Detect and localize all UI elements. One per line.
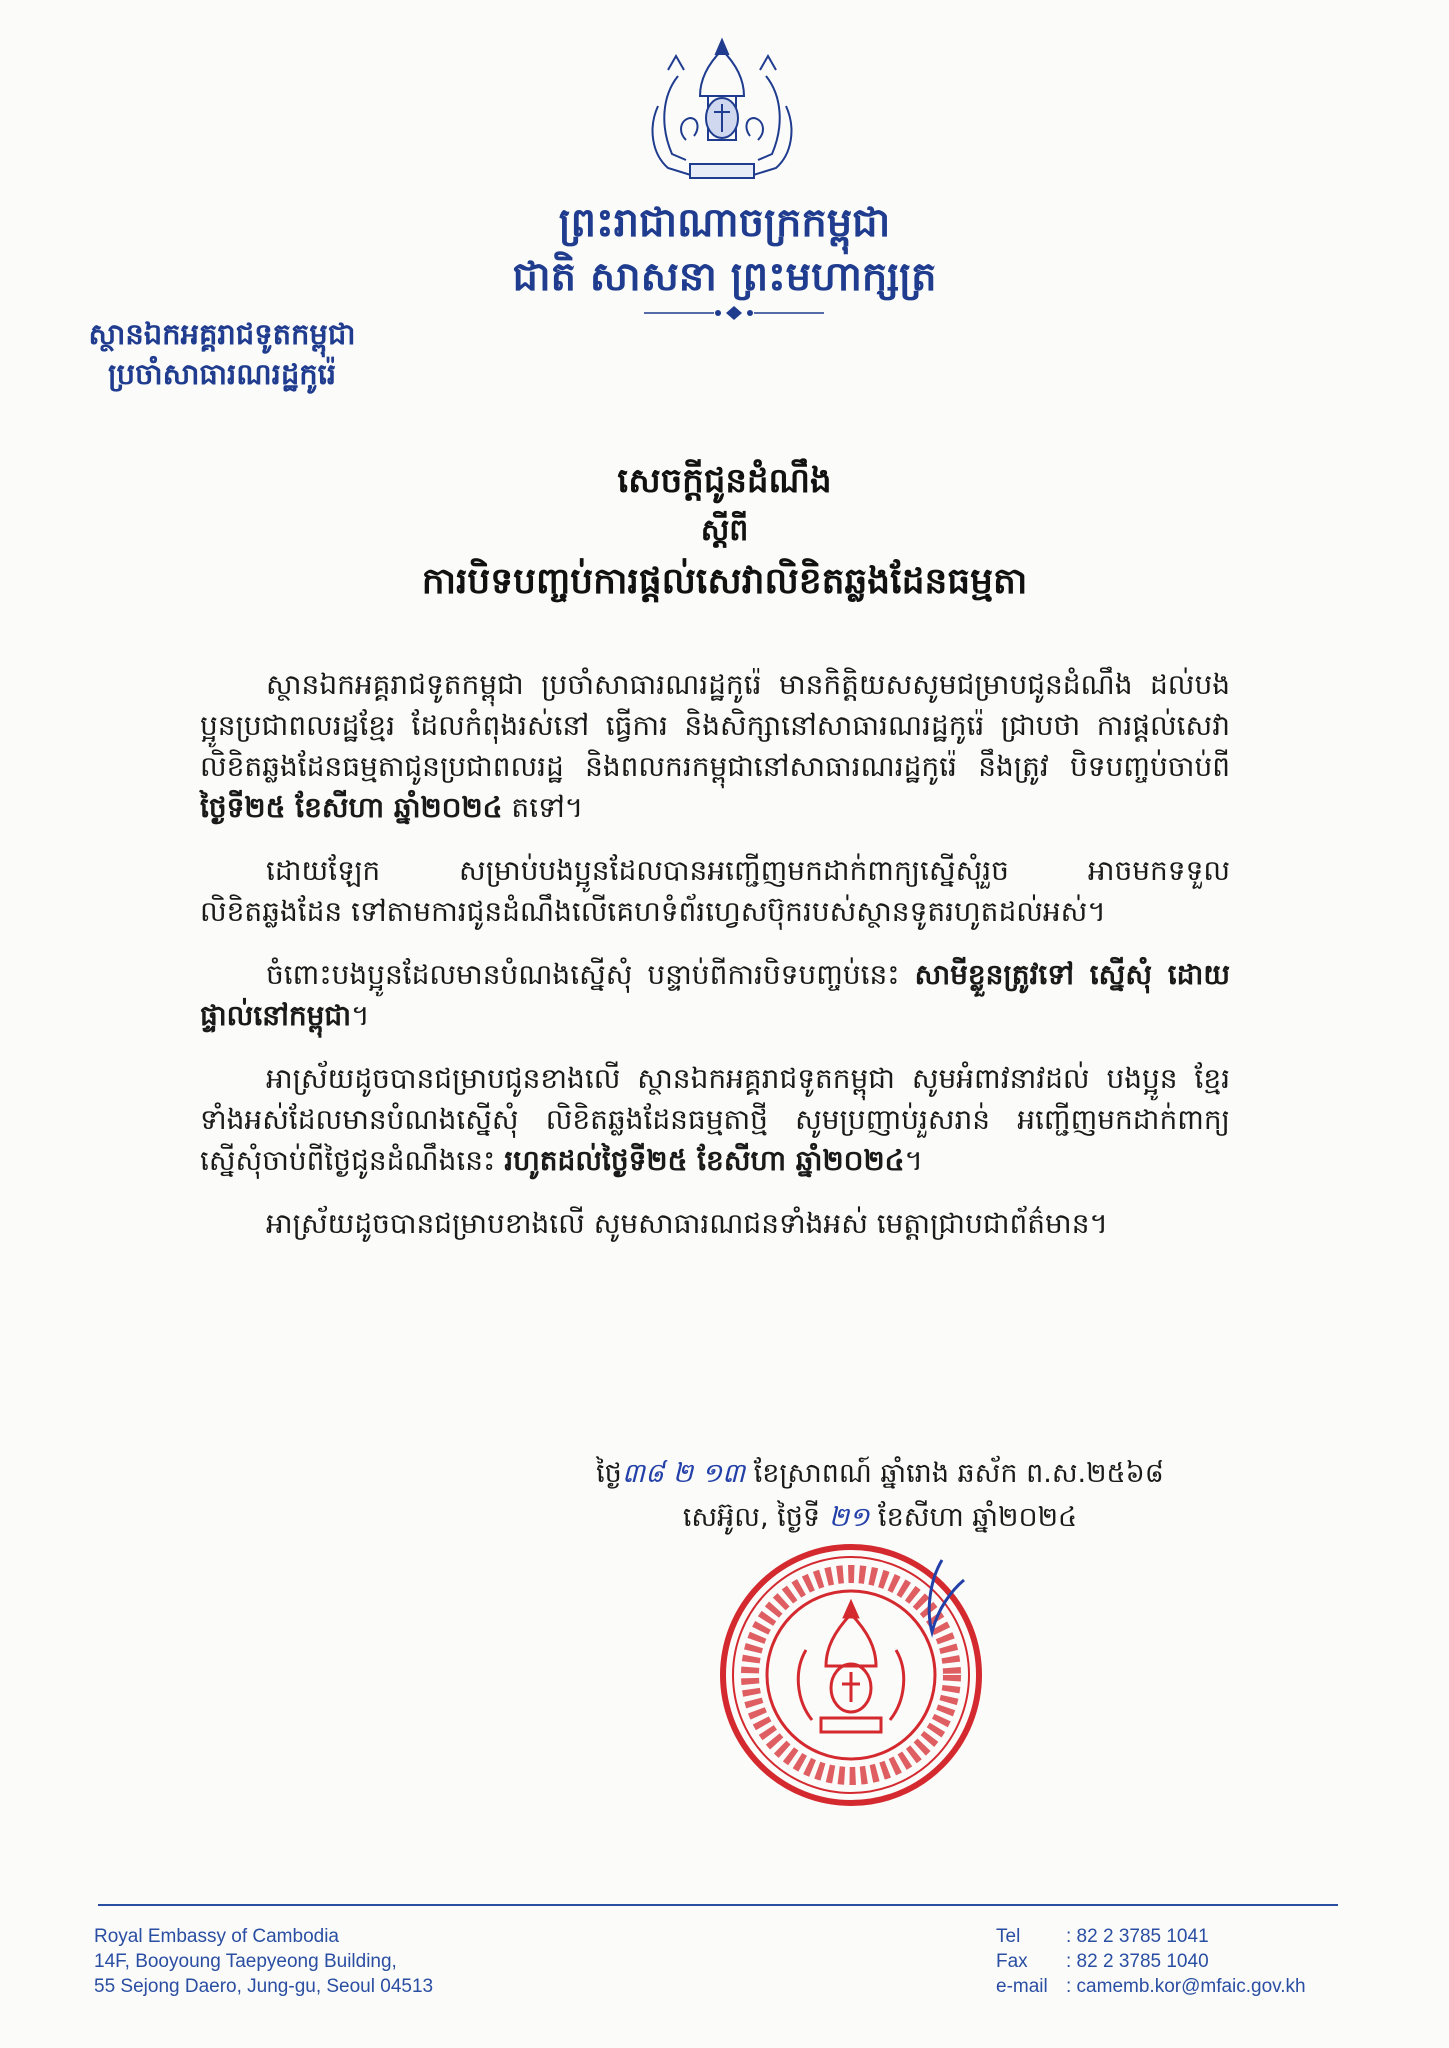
embassy-location: ប្រចាំសាធារណរដ្ឋកូរ៉េ xyxy=(107,357,337,391)
footer-address xyxy=(94,1924,433,1999)
footer-email xyxy=(996,1974,1306,1999)
paragraph-5-text: អាស្រ័យដូចបានជម្រាបខាងលើ សូមសាធារណជនទាំងអស់ មេត្តាជ្រាបជាព័ត៌មាន។ xyxy=(266,1207,1108,1240)
notice-body xyxy=(200,664,1230,1266)
date-block xyxy=(500,1452,1260,1540)
kingdom-heading xyxy=(0,196,1449,304)
notice-title-line1: សេចក្តីជូនដំណឹង xyxy=(617,461,832,501)
official-seal-icon xyxy=(716,1540,986,1810)
footer-street: 55 Sejong Daero, Jung-gu, Seoul 04513 xyxy=(94,1976,434,1997)
royal-arms-emblem-icon xyxy=(638,36,806,186)
kingdom-motto: ជាតិ សាសនា ព្រះមហាក្សត្រ xyxy=(512,254,937,300)
kingdom-name: ព្រះរាជាណាចក្រកម្ពុជា xyxy=(558,200,891,246)
email-label: e-mail xyxy=(996,1976,1048,1997)
paragraph-4 xyxy=(200,1058,1230,1181)
paragraph-3-bold: សាមីខ្លួនត្រូវទៅ ស្នើសុំ ដោយផ្ទាល់នៅកម្ពុជា xyxy=(200,958,1230,1032)
paragraph-1 xyxy=(200,664,1230,828)
lunar-date xyxy=(500,1452,1260,1496)
tel-label: Tel xyxy=(996,1926,1021,1947)
paragraph-4-end: ។ xyxy=(904,1144,923,1177)
paragraph-5 xyxy=(200,1203,1230,1244)
paragraph-2 xyxy=(200,850,1230,932)
paragraph-4-date: រហូតដល់ថ្ងៃទី២៥ ខែសីហា ឆ្នាំ២០២៤ xyxy=(504,1144,905,1177)
paragraph-3-text: ចំពោះបងប្អូនដែលមានបំណងស្នើសុំ បន្ទាប់ពីការបិទបញ្ចប់នេះ xyxy=(266,958,915,991)
fax-value: : 82 2 3785 1040 xyxy=(1066,1951,1209,1972)
solar-date-prefix: សេអ៊ូល, ថ្ងៃទី xyxy=(682,1502,829,1533)
solar-date xyxy=(500,1496,1260,1540)
notice-title-line2: ស្តីពី xyxy=(700,513,749,548)
footer-tel xyxy=(996,1924,1306,1949)
email-value: : camemb.kor@mfaic.gov.kh xyxy=(1066,1976,1306,1997)
embassy-heading xyxy=(52,314,392,394)
footer-contact xyxy=(996,1924,1306,1999)
fax-label: Fax xyxy=(996,1951,1028,1972)
footer-building: 14F, Booyoung Taepyeong Building, xyxy=(94,1951,397,1972)
lunar-date-prefix: ថ្ងៃ xyxy=(596,1458,622,1489)
footer-divider xyxy=(98,1904,1338,1906)
notice-subject: ការបិទបញ្ចប់ការផ្តល់សេវាលិខិតឆ្លងដែនធម្មតា xyxy=(421,561,1028,602)
footer-embassy-name: Royal Embassy of Cambodia xyxy=(94,1926,339,1947)
solar-date-handwritten: ២១ xyxy=(828,1502,870,1533)
divider-ornament-icon xyxy=(644,304,824,322)
paragraph-3-end: ។ xyxy=(351,999,370,1032)
paragraph-4-text: អាស្រ័យដូចបានជម្រាបជូនខាងលើ ស្ថានឯកអគ្គរាជទូតកម្ពុជា សូមអំពាវនាវដល់ បងប្អូន ខ្មែរទាំងអស់ដែលមានបំណងស្នើសុំ លិខិតឆ្លងដែនធម្មតាថ្មី សូមប្រញាប់រួសរាន់ អញ្ជើញមកដាក់ពាក្យស្នើសុំចាប់ពីថ្ងៃជូនដំណឹងនេះ xyxy=(200,1062,1230,1177)
lunar-date-handwritten: ៣៨ ២ ១៣ xyxy=(621,1458,746,1489)
lunar-date-suffix: ខែស្រាពណ៍ ឆ្នាំរោង ឆស័ក ព.ស.២៥៦៨ xyxy=(745,1458,1164,1489)
embassy-name: ស្ថានឯកអគ្គរាជទូតកម្ពុជា xyxy=(88,317,356,351)
tel-value: : 82 2 3785 1041 xyxy=(1066,1926,1209,1947)
paragraph-1-text: ស្ថានឯកអគ្គរាជទូតកម្ពុជា ប្រចាំសាធារណរដ្ឋកូរ៉េ មានកិត្តិយសសូមជម្រាបជូនដំណឹង ដល់បងប្អូនប្រជាពលរដ្ឋខ្មែរ ដែលកំពុងរស់នៅ ធ្វើការ និងសិក្សានៅសាធារណរដ្ឋកូរ៉េ ជ្រាបថា ការផ្តល់សេវាលិខិតឆ្លងដែនធម្មតាជូនប្រជាពលរដ្ឋ និងពលករកម្ពុជានៅសាធារណរដ្ឋកូរ៉េ នឹងត្រូវ បិទបញ្ចប់ចាប់ពី xyxy=(200,668,1230,783)
paragraph-2-text: ដោយឡែក សម្រាប់បងប្អូនដែលបានអញ្ជើញមកដាក់ពាក្យស្នើសុំរួច អាចមកទទួល លិខិតឆ្លងដែន ទៅតាមការជូនដំណឹងលើគេហទំព័រហ្វេសប៊ុករបស់ស្ថានទូតរហូតដល់អស់។ xyxy=(200,854,1230,928)
solar-date-suffix: ខែសីហា ឆ្នាំ២០២៤ xyxy=(869,1502,1078,1533)
paragraph-1-end: តទៅ។ xyxy=(502,791,584,824)
paragraph-1-date: ថ្ងៃទី២៥ ខែសីហា ឆ្នាំ២០២៤ xyxy=(200,791,503,824)
paragraph-3 xyxy=(200,954,1230,1036)
notice-title xyxy=(0,456,1449,608)
footer-fax xyxy=(996,1949,1306,1974)
